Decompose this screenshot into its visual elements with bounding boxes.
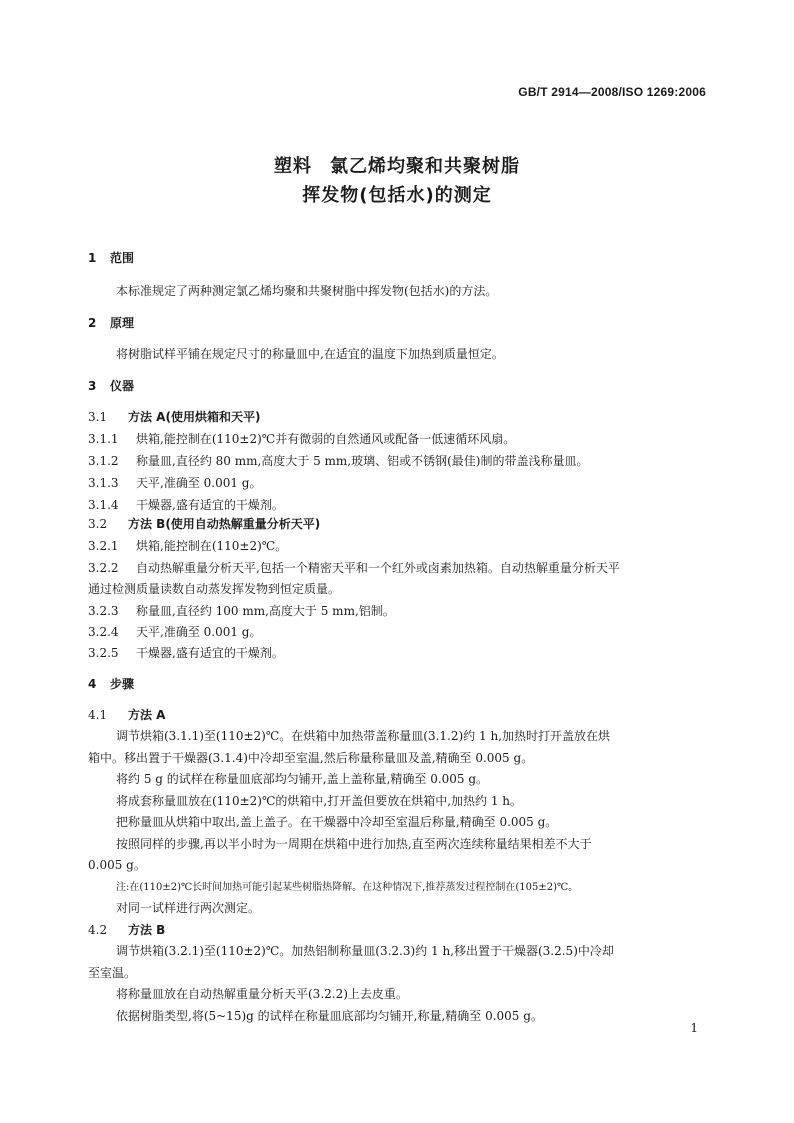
clause-number: 3.2.2 [88,561,119,575]
clause-text: 天平,准确至 0.001 g。 [136,476,262,490]
subsection-number: 4.2 [88,923,108,937]
paragraph: 调节烘箱(3.2.1)至(110±2)℃。加热铝制称量皿(3.2.3)约 1 h,移出置于干燥器(3.2.5)中冷却 [116,944,614,958]
clause-3-2-4 [88,624,708,640]
section-2-heading [88,315,708,331]
clause-number: 3.1.2 [88,454,119,468]
subsection-title: 方法 B [128,923,166,937]
clause-3-2-5 [88,645,708,661]
subsection-4-1-heading [88,707,708,723]
paragraph: 对同一试样进行两次测定。 [116,901,261,915]
clause-number: 3.2.3 [88,604,119,618]
clause-number: 3.1.3 [88,476,119,490]
paragraph: 将树脂试样平铺在规定尺寸的称量皿中,在适宜的温度下加热到质量恒定。 [116,347,504,361]
subsection-title: 方法 A [128,708,166,722]
clause-text: 自动热解重量分析天平,包括一个精密天平和一个红外或卤素加热箱。自动热解重量分析天平 [136,561,620,575]
section-title: 步骤 [110,677,135,691]
clause-text: 称量皿,直径约 80 mm,高度大于 5 mm,玻璃、铝或不锈钢(最佳)制的带盖浅称量皿。 [136,454,589,468]
note: 注:在(110±2)℃长时间加热可能引起某些树脂热降解。在这种情况下,推荐蒸发过程控制在(105±2)℃。 [116,882,579,893]
clause-text: 烘箱,能控制在(110±2)℃并有微弱的自然通风或配备一低速循环风扇。 [136,432,516,446]
section-number: 4 [88,677,97,691]
section-1-heading [88,250,708,266]
subsection-3-2-heading [88,516,708,532]
clause-3-1-1 [88,431,708,447]
subsection-title: 方法 B(使用自动热解重量分析天平) [128,517,321,531]
clause-text: 称量皿,直径约 100 mm,高度大于 5 mm,铝制。 [136,604,395,618]
clause-number: 3.2.1 [88,539,119,553]
paragraph: 本标准规定了两种测定氯乙烯均聚和共聚树脂中挥发物(包括水)的方法。 [116,284,498,298]
paragraph: 将约 5 g 的试样在称量皿底部均匀铺开,盖上盖称量,精确至 0.005 g。 [116,772,489,786]
paragraph: 将称量皿放在自动热解重量分析天平(3.2.2)上去皮重。 [116,987,408,1001]
clause-text: 烘箱,能控制在(110±2)℃。 [136,539,288,553]
section-4-heading [88,676,708,692]
clause-number: 3.1.1 [88,432,119,446]
section-3-heading [88,378,708,394]
clause-3-1-4 [88,497,708,513]
title-part-b: 氯乙烯均聚和共聚树脂 [330,156,520,177]
subsection-number: 4.1 [88,708,108,722]
section-title: 范围 [110,251,135,265]
clause-number: 3.1.4 [88,498,119,512]
document-title-line2: 挥发物(包括水)的测定 [302,185,492,206]
paragraph-continued: 至室温。 [88,966,137,980]
title-part-a: 塑料 [274,156,312,177]
subsection-4-2-heading [88,922,708,938]
paragraph: 将成套称量皿放在(110±2)℃的烘箱中,打开盖但要放在烘箱中,加热约 1 h。 [116,794,523,808]
section-title: 仪器 [110,379,135,393]
clause-3-2-2-continued: 通过检测质量读数自动蒸发挥发物到恒定质量。 [88,582,341,596]
clause-number: 3.2.4 [88,625,119,639]
paragraph: 调节烘箱(3.1.1)至(110±2)℃。在烘箱中加热带盖称量皿(3.1.2)约 1 h,加热时打开盖放在烘 [116,729,610,743]
clause-3-2-3 [88,603,708,619]
section-number: 1 [88,251,97,265]
clause-text: 干燥器,盛有适宜的干燥剂。 [136,646,284,660]
clause-text: 干燥器,盛有适宜的干燥剂。 [136,498,284,512]
paragraph: 依据树脂类型,将(5~15)g 的试样在称量皿底部均匀铺开,称量,精确至 0.005 g。 [116,1009,543,1023]
standard-code: GB/T 2914—2008/ISO 1269:2006 [518,85,706,99]
paragraph: 按照同样的步骤,再以半小时为一周期在烘箱中进行加热,直至两次连续称量结果相差不大于 [116,837,592,851]
section-number: 3 [88,379,97,393]
subsection-number: 3.2 [88,517,108,531]
clause-3-2-1 [88,538,708,554]
clause-number: 3.2.5 [88,646,119,660]
clause-3-2-2 [88,560,708,576]
section-number: 2 [88,316,97,330]
document-title-line1 [0,152,794,178]
subsection-number: 3.1 [88,410,108,424]
paragraph-continued: 0.005 g。 [88,858,146,872]
section-title: 原理 [110,316,135,330]
clause-3-1-3 [88,475,708,491]
subsection-3-1-heading [88,409,708,425]
paragraph-continued: 箱中。移出置于干燥器(3.1.4)中冷却至室温,然后称量称量皿及盖,精确至 0.005 g。 [88,751,534,765]
paragraph: 把称量皿从烘箱中取出,盖上盖子。在干燥器中冷却至室温后称量,精确至 0.005 g。 [116,815,558,829]
subsection-title: 方法 A(使用烘箱和天平) [128,410,261,424]
page-number: 1 [690,1021,698,1035]
clause-3-1-2 [88,453,708,469]
clause-text: 天平,准确至 0.001 g。 [136,625,262,639]
